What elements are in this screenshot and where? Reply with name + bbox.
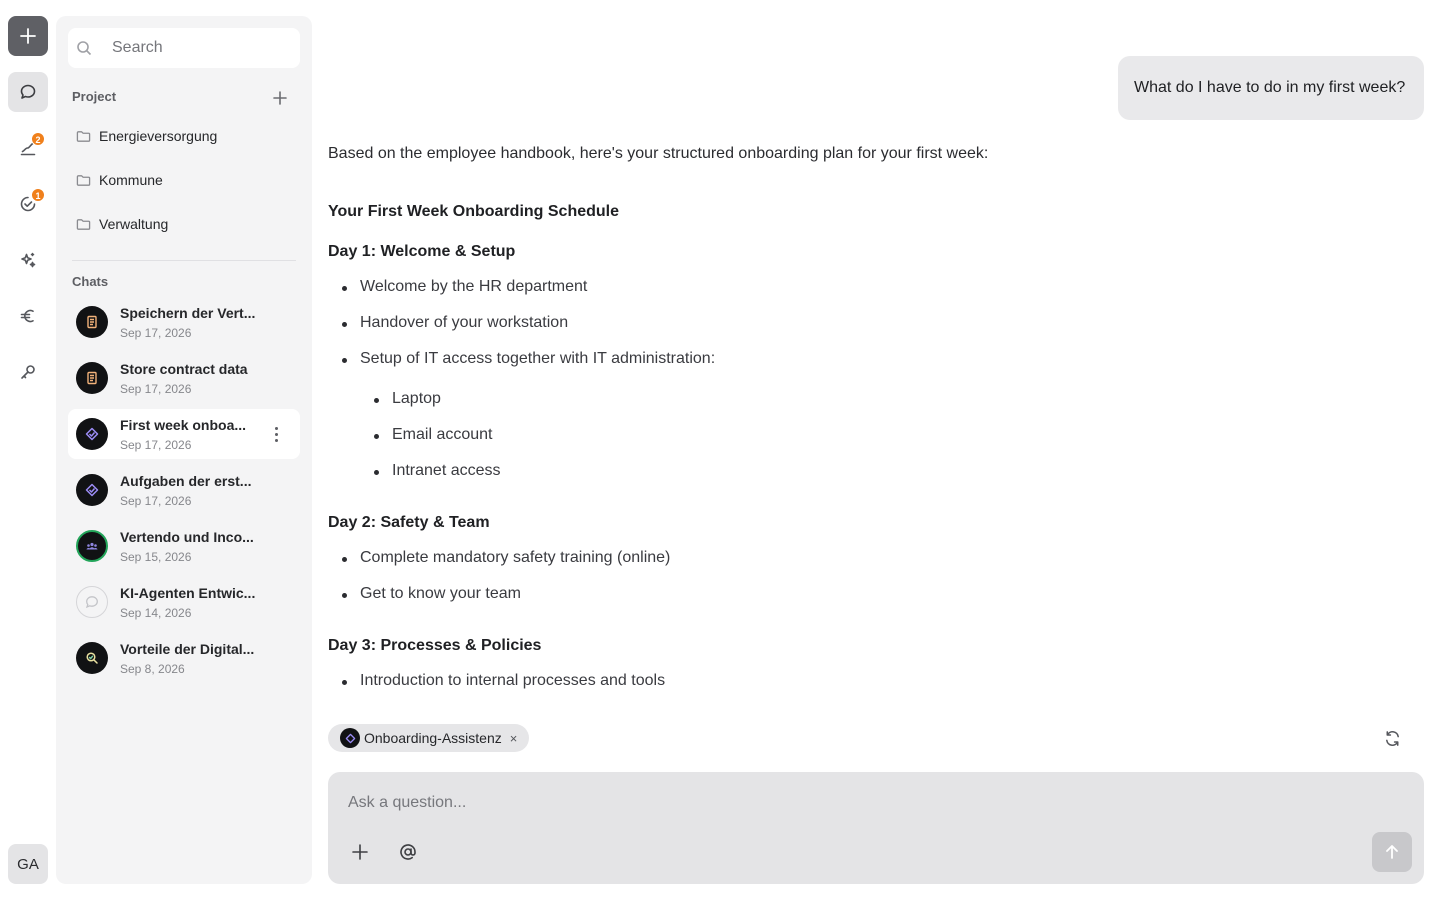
chat-title: Vertendo und Inco... xyxy=(120,529,254,545)
answer-heading: Your First Week Onboarding Schedule xyxy=(328,203,620,220)
chat-date: Sep 14, 2026 xyxy=(120,606,192,620)
rail-analytics-button[interactable] xyxy=(8,128,48,168)
chat-date: Sep 17, 2026 xyxy=(120,438,192,452)
project-item[interactable] xyxy=(68,162,300,198)
project-label: Kommune xyxy=(99,172,163,188)
list-item: Get to know your team xyxy=(360,585,521,602)
rail-billing-button[interactable] xyxy=(8,296,48,336)
search-icon xyxy=(76,40,92,56)
chat-title: Speichern der Vert... xyxy=(120,305,256,321)
plus-icon xyxy=(350,842,370,862)
rail-tasks-button[interactable] xyxy=(8,184,48,224)
list-item: Setup of IT access together with IT administration: xyxy=(360,350,716,367)
message-composer xyxy=(328,772,1424,884)
agent-chip-label: Onboarding-Assistenz xyxy=(364,730,502,746)
chat-list-item[interactable] xyxy=(68,297,300,347)
agent-avatar xyxy=(340,728,360,748)
user-avatar[interactable]: GA xyxy=(8,844,48,884)
chat-list-item[interactable] xyxy=(68,465,300,515)
day-heading: Day 1: Welcome & Setup xyxy=(328,243,516,260)
new-chat-button[interactable] xyxy=(8,16,48,56)
chat-avatar xyxy=(76,362,108,394)
folder-icon xyxy=(76,217,91,232)
chat-list-item-active[interactable] xyxy=(68,409,300,459)
chat-bubble-icon xyxy=(19,83,37,101)
handshake-icon xyxy=(84,482,100,498)
plus-icon xyxy=(272,90,288,106)
chat-bubble-icon xyxy=(84,594,100,610)
sparkles-icon xyxy=(19,251,37,269)
sidebar-divider xyxy=(72,260,296,261)
chat-date: Sep 8, 2026 xyxy=(120,662,185,676)
project-label: Energieversorgung xyxy=(99,128,218,144)
analytics-badge: 2 xyxy=(31,132,45,146)
folder-icon xyxy=(76,129,91,144)
sub-list-item: Email account xyxy=(392,426,493,443)
chat-avatar xyxy=(76,306,108,338)
handshake-icon xyxy=(345,733,356,744)
chat-more-options-icon[interactable] xyxy=(266,424,286,444)
project-item[interactable] xyxy=(68,206,300,242)
magnifier-icon xyxy=(84,650,100,666)
folder-icon xyxy=(76,173,91,188)
chat-title: KI-Agenten Entwic... xyxy=(120,585,256,601)
day-heading: Day 2: Safety & Team xyxy=(328,514,490,531)
chat-list-item[interactable] xyxy=(68,633,300,683)
chat-date: Sep 17, 2026 xyxy=(120,326,192,340)
handshake-icon xyxy=(84,426,100,442)
user-message-bubble: What do I have to do in my first week? xyxy=(1118,56,1424,120)
mention-button[interactable] xyxy=(396,840,420,864)
rail-chats-button[interactable] xyxy=(8,72,48,112)
chat-list-item[interactable] xyxy=(68,353,300,403)
project-label: Verwaltung xyxy=(99,216,169,232)
rail-keys-button[interactable] xyxy=(8,352,48,392)
at-sign-icon xyxy=(398,842,418,862)
plus-icon xyxy=(18,26,38,46)
document-icon xyxy=(84,314,100,330)
tasks-badge: 1 xyxy=(31,188,45,202)
chat-avatar xyxy=(76,586,108,618)
chat-title: First week onboa... xyxy=(120,417,247,433)
answer-intro: Based on the employee handbook, here's your structured onboarding plan for your first week: xyxy=(328,145,989,162)
chat-avatar xyxy=(76,642,108,674)
chats-section-title: Chats xyxy=(72,274,109,289)
chat-date: Sep 17, 2026 xyxy=(120,382,192,396)
chat-list-item[interactable] xyxy=(68,577,300,627)
team-icon xyxy=(84,538,100,554)
close-icon[interactable]: × xyxy=(509,730,518,746)
sub-list-item: Intranet access xyxy=(392,462,501,479)
euro-icon xyxy=(19,307,37,325)
chat-date: Sep 15, 2026 xyxy=(120,550,192,564)
list-item: Welcome by the HR department xyxy=(360,278,588,295)
document-icon xyxy=(84,370,100,386)
list-item: Handover of your workstation xyxy=(360,314,569,331)
project-section-title: Project xyxy=(72,89,117,104)
active-agent-chip[interactable] xyxy=(328,724,529,752)
chat-avatar xyxy=(76,474,108,506)
message-input[interactable] xyxy=(348,794,1348,818)
list-item: Introduction to internal processes and tools xyxy=(360,672,666,689)
sidebar xyxy=(56,16,312,884)
sub-list-item: Laptop xyxy=(392,390,441,407)
chat-list-item[interactable] xyxy=(68,521,300,571)
search-input[interactable] xyxy=(112,38,292,58)
chat-title: Aufgaben der erst... xyxy=(120,473,252,489)
arrow-up-icon xyxy=(1383,843,1401,861)
rail-agents-button[interactable] xyxy=(8,240,48,280)
attach-button[interactable] xyxy=(348,840,372,864)
key-icon xyxy=(19,363,37,381)
list-item: Complete mandatory safety training (online) xyxy=(360,549,671,566)
search-box[interactable] xyxy=(68,28,300,68)
project-item[interactable] xyxy=(68,118,300,154)
chat-title: Vorteile der Digital... xyxy=(120,641,255,657)
chat-avatar xyxy=(76,418,108,450)
icon-rail xyxy=(0,0,56,900)
add-project-button[interactable] xyxy=(268,86,292,110)
regenerate-button[interactable] xyxy=(1380,726,1404,750)
chat-date: Sep 17, 2026 xyxy=(120,494,192,508)
send-button[interactable] xyxy=(1372,832,1412,872)
day-heading: Day 3: Processes & Policies xyxy=(328,637,542,654)
chat-avatar xyxy=(76,530,108,562)
chat-title: Store contract data xyxy=(120,361,248,377)
refresh-icon xyxy=(1383,729,1402,748)
